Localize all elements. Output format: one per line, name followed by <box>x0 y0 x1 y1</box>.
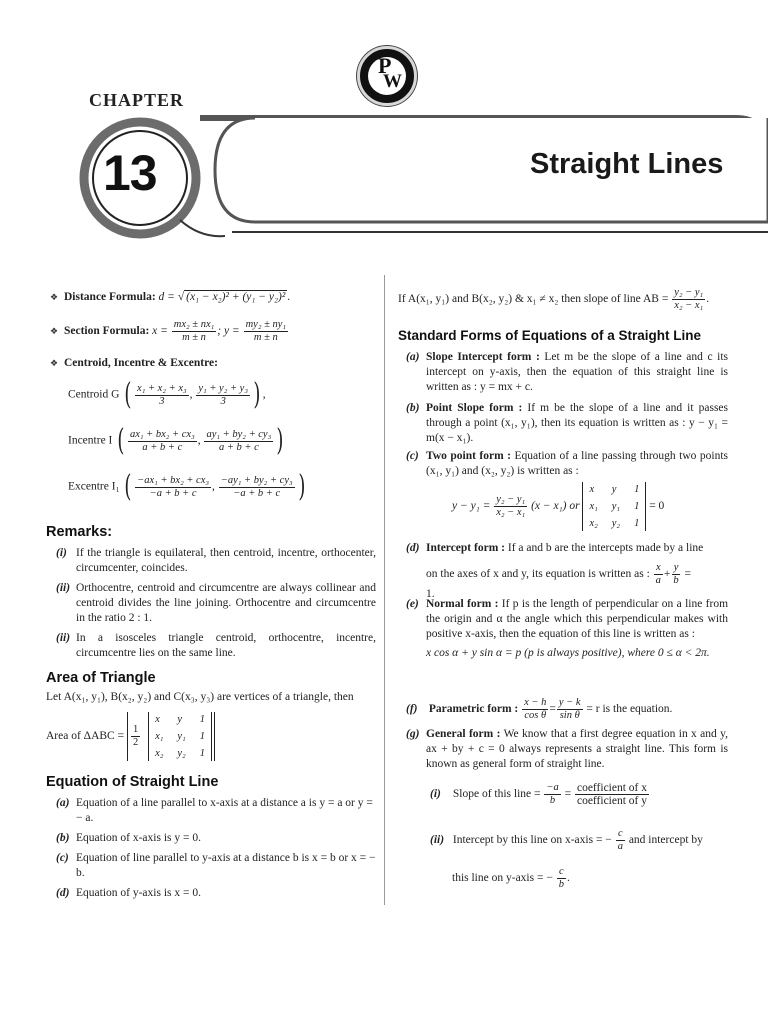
chapter-number: 13 <box>103 145 157 201</box>
section-sep: ; y = <box>217 325 240 338</box>
logo-letter-p: P <box>378 53 392 78</box>
form-b: (b) Point Slope form : If m be the slope of a line and it passes through a point (x₁, y₁), then its equation is written as : y − y₁ = m(x − x₁). <box>406 402 728 444</box>
remark-item: (i) If the triangle is equilateral, then centroid, incentre, orthocenter, circumcenter, coincides. <box>56 547 376 574</box>
section-x: x = <box>152 325 168 338</box>
equation-item: (a) Equation of a line parallel to x-axis at a distance a is y = a or y = − a. <box>56 797 373 824</box>
distance-lhs: d = <box>158 291 175 303</box>
chapter-title: Straight Lines <box>530 148 724 180</box>
distance-tail: . <box>287 291 291 303</box>
equation-item: (c) Equation of line parallel to y-axis at a distance b is x = b or x = − b. <box>56 852 376 879</box>
area-formula: Area of ΔABC = $\frac{1}{2}$ x y 1 x₁ y₁ 1 x₂ y₂ 1 <box>46 712 215 761</box>
area-text: Let A(x₁, y₁), B(x₂, y₂) and C(x₃, y₃) are vertices of a triangle, then <box>46 691 354 703</box>
two-point-formula: y − y₁ = $\frac{\text{y₂ − y₁}}{\text{x₂ − x₁}}$ (x − x₁) or x y 1 x₁ y₁ 1 x₂ y₂ 1 = 0 <box>452 484 665 529</box>
general-y-intercept: this line on y-axis = − $\frac{c}{b}$ . <box>452 866 570 890</box>
form-c: (c) Two point form : Equation of a line passing through two points (x₁, y₁) and (x₂, y₂) is written as : <box>406 450 729 477</box>
remark-item: (ii) Orthocentre, centroid and circumcentre are always collinear and centroid divides the line joining. Orthocentre and circumcentre in the ratio 2 : 1. <box>56 582 376 624</box>
general-x-intercept: (ii) Intercept by this line on x-axis = − $\frac{c}{a}$ and intercept by <box>430 828 703 852</box>
centroid-label: Centroid G <box>68 388 120 401</box>
slope-text: If A(x₁, y₁) and B(x₂, y₂) & x₁ ≠ x₂ then slope of line AB = <box>398 293 669 306</box>
remarks-heading: Remarks: <box>46 524 113 540</box>
area-heading: Area of Triangle <box>46 670 156 686</box>
bullet-icon: ❖ <box>50 292 59 302</box>
distance-label: Distance Formula: <box>64 291 156 303</box>
general-slope: (i) Slope of this line = $\frac{-a}{b}$ = $\frac{\text{coefficient of x}}{\text{coefficient of y}}$ <box>430 782 648 807</box>
equation-heading: Equation of Straight Line <box>46 774 219 790</box>
incentre-formula: Incentre I ( $\frac{\text{ax₁ + bx₂ + cx₃}}{a + b + c}$ , $\frac{\text{ay₁ + by₂ + cy₃}}{a + b + c}$ ) <box>68 423 284 458</box>
slope-formula: If A(x₁, y₁) and B(x₂, y₂) & x₁ ≠ x₂ then slope of line AB = $\frac{\text{y₂ − y₁}}{\text{x₂ − x₁}}$ . <box>398 287 710 311</box>
form-d: (d) Intercept form : If a and b are the intercepts made by a line on the axes of x and y, its equation is written as : $\frac{x}{a}$ + $\frac{y}{b}$ = 1. <box>406 542 704 600</box>
header-decoration <box>0 0 768 260</box>
form-f: (f) Parametric form : $\frac{x - h}{\text{cos θ}}$ = $\frac{y - k}{\text{sin θ}}$ = r is the equation. <box>406 697 673 721</box>
section-x-fraction: $\frac{\text{mx₂ ± nx₁}}{m \pm n}$ <box>173 319 215 343</box>
form-g: (g) General form : We know that a first degree equation in x and y, ax + by + c = 0 always represents a straight line. This form is known as general form of straight line. <box>406 728 728 770</box>
form-e: (e) Normal form : If p is the length of perpendicular on a line from the origin and α the angle which this perpendicular makes with positive x-axis, then the equation of this line is written as : x cos α + y sin α = p (p is always positive), where 0 ≤ α < 2π. <box>406 598 729 659</box>
equation-item: (d) Equation of y-axis is x = 0. <box>56 887 201 899</box>
section-y-fraction: $\frac{\text{my₂ ± ny₁}}{m \pm n}$ <box>245 319 287 343</box>
pw-logo <box>357 46 417 106</box>
logo-letter-w: W <box>383 71 402 92</box>
equation-item: (b) Equation of x-axis is y = 0. <box>56 832 201 844</box>
section-formula <box>50 319 289 344</box>
section-label: Section Formula: <box>64 325 150 338</box>
centroid-heading: ❖ Centroid, Incentre & Excentre: <box>50 357 218 369</box>
excentre-label: Excentre I₁ <box>68 480 120 493</box>
distance-formula: ❖ Distance Formula: d = √ (x₁ − x₂)² + (y₁ − y₂)² . <box>50 291 291 303</box>
distance-radicand: (x₁ − x₂)² + (y₁ − y₂)² <box>186 291 286 303</box>
area-label: Area of ΔABC = <box>46 730 125 743</box>
form-a: (a) Slope Intercept form : Let m be the slope of a line and c its intercept on y-axis, then the equation of this straight line is written as : y = mx + c. <box>406 351 729 393</box>
remarks-list <box>56 546 376 661</box>
centroid-formula: Centroid G ( $\frac{\text{x₁ + x₂ + x₃}}{3}$ , $\frac{\text{y₁ + y₂ + y₃}}{3}$ ) , <box>68 377 266 412</box>
excentre-formula: Excentre I₁ ( $\frac{\text{−ax₁ + bx₂ + cx₃}}{-a + b + c}$ , $\frac{\text{−ay₁ + by₂ + cy₃}}{-a + b + c}$ ) <box>68 469 306 504</box>
remark-item: (ii) In a isosceles triangle centroid, orthocentre, incentre, circumcentre lies on the same line. <box>56 632 376 659</box>
bullet-icon: ❖ <box>50 358 59 368</box>
bullet-icon: ❖ <box>50 326 59 337</box>
column-divider <box>384 275 385 905</box>
incentre-label: Incentre I <box>68 434 113 447</box>
forms-heading: Standard Forms of Equations of a Straight Line <box>398 328 702 343</box>
chapter-label: CHAPTER <box>89 90 185 110</box>
equation-list <box>56 796 376 901</box>
